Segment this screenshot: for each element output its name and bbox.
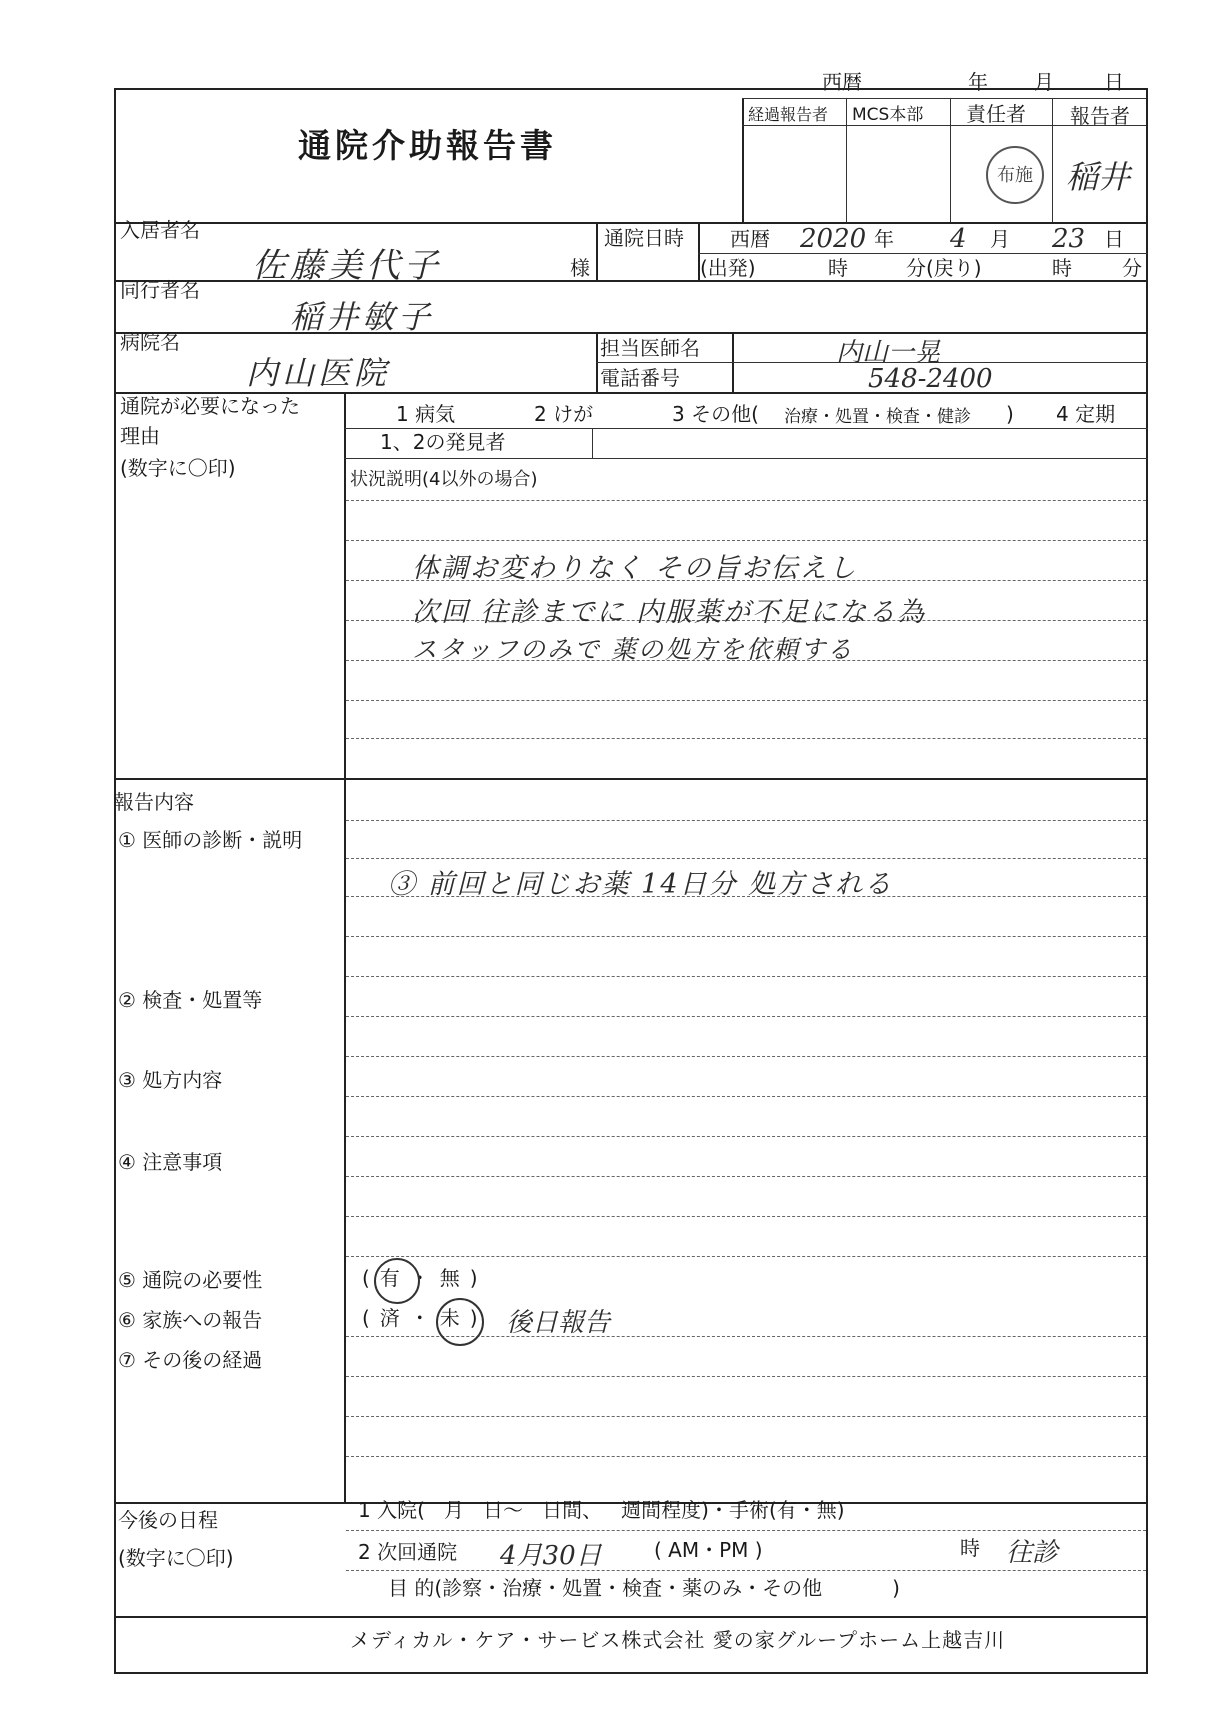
reason-option-other-detail: 治療・処置・検査・健診: [784, 407, 971, 427]
reason-option-illness: 1 病気: [396, 402, 456, 426]
reason-inner-line: [344, 458, 1148, 459]
schedule-next-visit-label: 2 次回通院: [358, 1540, 458, 1564]
doctor-phone-line: [596, 362, 1148, 363]
ruled-line: [346, 1416, 1146, 1417]
diagnosis-text: ③ 前回と同じお薬 14日分 処方される: [388, 869, 894, 900]
date-year-label: 年: [968, 70, 988, 94]
date-era-label: 西暦: [822, 70, 862, 94]
family-report-value: (済・未): [362, 1306, 488, 1330]
report-item-diagnosis: ① 医師の診断・説明: [118, 828, 303, 852]
hospital-name: 内山医院: [246, 354, 391, 392]
ruled-line: [346, 976, 1146, 977]
visit-year: 2020: [800, 224, 867, 254]
schedule-next-visit-date: 4月30日: [500, 1541, 602, 1571]
schedule-purpose: 目 的(診察・治療・処置・検査・薬のみ・その他 ): [388, 1576, 900, 1600]
form-title: 通院介助報告書: [298, 126, 557, 165]
resident-label: 入居者名: [120, 218, 200, 242]
date-month-label: 月: [1034, 70, 1054, 94]
companion-label: 同行者名: [120, 278, 200, 302]
report-item-necessity: ⑤ 通院の必要性: [118, 1268, 263, 1292]
row-line: [114, 1616, 1148, 1618]
ruled-line: [346, 1256, 1146, 1257]
doctor-label: 担当医師名: [600, 336, 700, 360]
approval-col-line: [1052, 98, 1053, 224]
approval-top-line: [742, 98, 1146, 99]
ruled-line: [346, 1530, 1146, 1531]
resident-honorific: 様: [570, 256, 590, 280]
ruled-line: [346, 820, 1146, 821]
ruled-line: [346, 1176, 1146, 1177]
ruled-line: [346, 1056, 1146, 1057]
hospital-label: 病院名: [120, 330, 180, 354]
ruled-line: [346, 1016, 1146, 1017]
ruled-line: [346, 738, 1146, 739]
reason-option-injury: 2 けが: [534, 402, 594, 426]
family-report-note: 後日報告: [506, 1308, 611, 1338]
report-item-family: ⑥ 家族への報告: [118, 1308, 263, 1332]
date-day-label: 日: [1104, 70, 1124, 94]
status-line-3: スタッフのみで 薬の処方を依頼する: [412, 635, 854, 664]
ruled-line: [346, 700, 1146, 701]
reason-option-regular: 4 定期: [1056, 402, 1116, 426]
schedule-next-visit-hour: 時: [960, 1536, 980, 1560]
reporter-signature: 稲井: [1066, 158, 1131, 196]
phone-label: 電話番号: [600, 366, 680, 390]
approval-col-reporter: 報告者: [1070, 104, 1130, 128]
report-item-tests: ② 検査・処置等: [118, 988, 263, 1012]
reason-inner-line: [344, 428, 1148, 429]
visit-month: 4: [950, 224, 967, 254]
footer-company: メディカル・ケア・サービス株式会社 愛の家グループホーム上越吉川: [350, 1628, 1006, 1652]
status-label: 状況説明(4以外の場合): [350, 469, 538, 490]
visit-minute2: 分: [1122, 256, 1142, 280]
approval-divider: [742, 98, 744, 224]
col-line: [596, 222, 598, 280]
doctor-name: 内山一晃: [836, 338, 941, 368]
visit-inner-line: [698, 253, 1148, 254]
reason-circle-note: (数字に〇印): [120, 456, 236, 480]
schedule-next-visit-ampm: ( AM・PM ): [654, 1538, 763, 1562]
report-label: 報告内容: [114, 790, 194, 814]
ruled-line: [346, 1570, 1146, 1571]
ruled-line: [346, 1456, 1146, 1457]
ruled-line: [346, 858, 1146, 859]
approval-col-progress: 経過報告者: [748, 105, 829, 124]
visit-label: 通院日時: [604, 226, 684, 250]
necessity-circle-mark: [374, 1258, 420, 1304]
status-line-2: 次回 往診までに 内服薬が不足になる為: [412, 597, 927, 628]
companion-name: 稲井敏子: [290, 298, 435, 336]
reason-option-other-close: ): [1006, 402, 1014, 426]
report-item-prescription: ③ 処方内容: [118, 1068, 223, 1092]
approval-col-manager: 責任者: [966, 102, 1026, 126]
approval-col-mcs: MCS本部: [852, 105, 924, 125]
necessity-value: (有・無): [362, 1266, 488, 1290]
row-line: [114, 280, 1148, 282]
ruled-line: [346, 1136, 1146, 1137]
visit-month-unit: 月: [990, 227, 1010, 251]
approval-col-line: [950, 98, 951, 224]
col-line: [344, 392, 346, 778]
row-line: [114, 332, 1148, 334]
visit-day-unit: 日: [1104, 227, 1124, 251]
col-line: [344, 778, 346, 1502]
report-item-progress: ⑦ その後の経過: [118, 1348, 263, 1372]
visit-depart: (出発): [700, 256, 756, 280]
visit-day: 23: [1052, 224, 1086, 254]
reason-label: 通院が必要になった: [120, 394, 300, 418]
visit-year-unit: 年: [874, 227, 894, 251]
discoverer-label: 1、2の発見者: [380, 430, 506, 454]
schedule-label: 今後の日程: [118, 1508, 218, 1532]
schedule-circle-note: (数字に〇印): [118, 1546, 234, 1570]
phone-value: 548-2400: [868, 364, 993, 394]
ruled-line: [346, 1216, 1146, 1217]
schedule-next-visit-note: 往診: [1006, 1538, 1059, 1568]
visit-era: 西暦: [730, 227, 770, 251]
row-line: [114, 222, 1148, 224]
family-report-circle-mark: [436, 1298, 484, 1346]
ruled-line: [346, 936, 1146, 937]
reason-option-other: 3 その他(: [672, 402, 759, 426]
col-line: [592, 428, 593, 458]
ruled-line: [346, 540, 1146, 541]
visit-hour: 時: [828, 256, 848, 280]
schedule-row-admission: 1 入院( 月 日〜 日間、 週間程度)・手術(有・無): [358, 1498, 845, 1522]
row-line: [114, 778, 1148, 780]
report-item-cautions: ④ 注意事項: [118, 1150, 223, 1174]
ruled-line: [346, 500, 1146, 501]
visit-hour2: 時: [1052, 256, 1072, 280]
ruled-line: [346, 1096, 1146, 1097]
manager-seal: 布施: [986, 146, 1044, 204]
approval-col-line: [846, 98, 847, 224]
ruled-line: [346, 1376, 1146, 1377]
resident-name: 佐藤美代子: [252, 246, 442, 286]
reason-label-2: 理由: [120, 424, 160, 448]
visit-minute-return: 分(戻り): [906, 256, 982, 280]
status-line-1: 体調お変わりなく その旨お伝えし: [412, 553, 858, 584]
